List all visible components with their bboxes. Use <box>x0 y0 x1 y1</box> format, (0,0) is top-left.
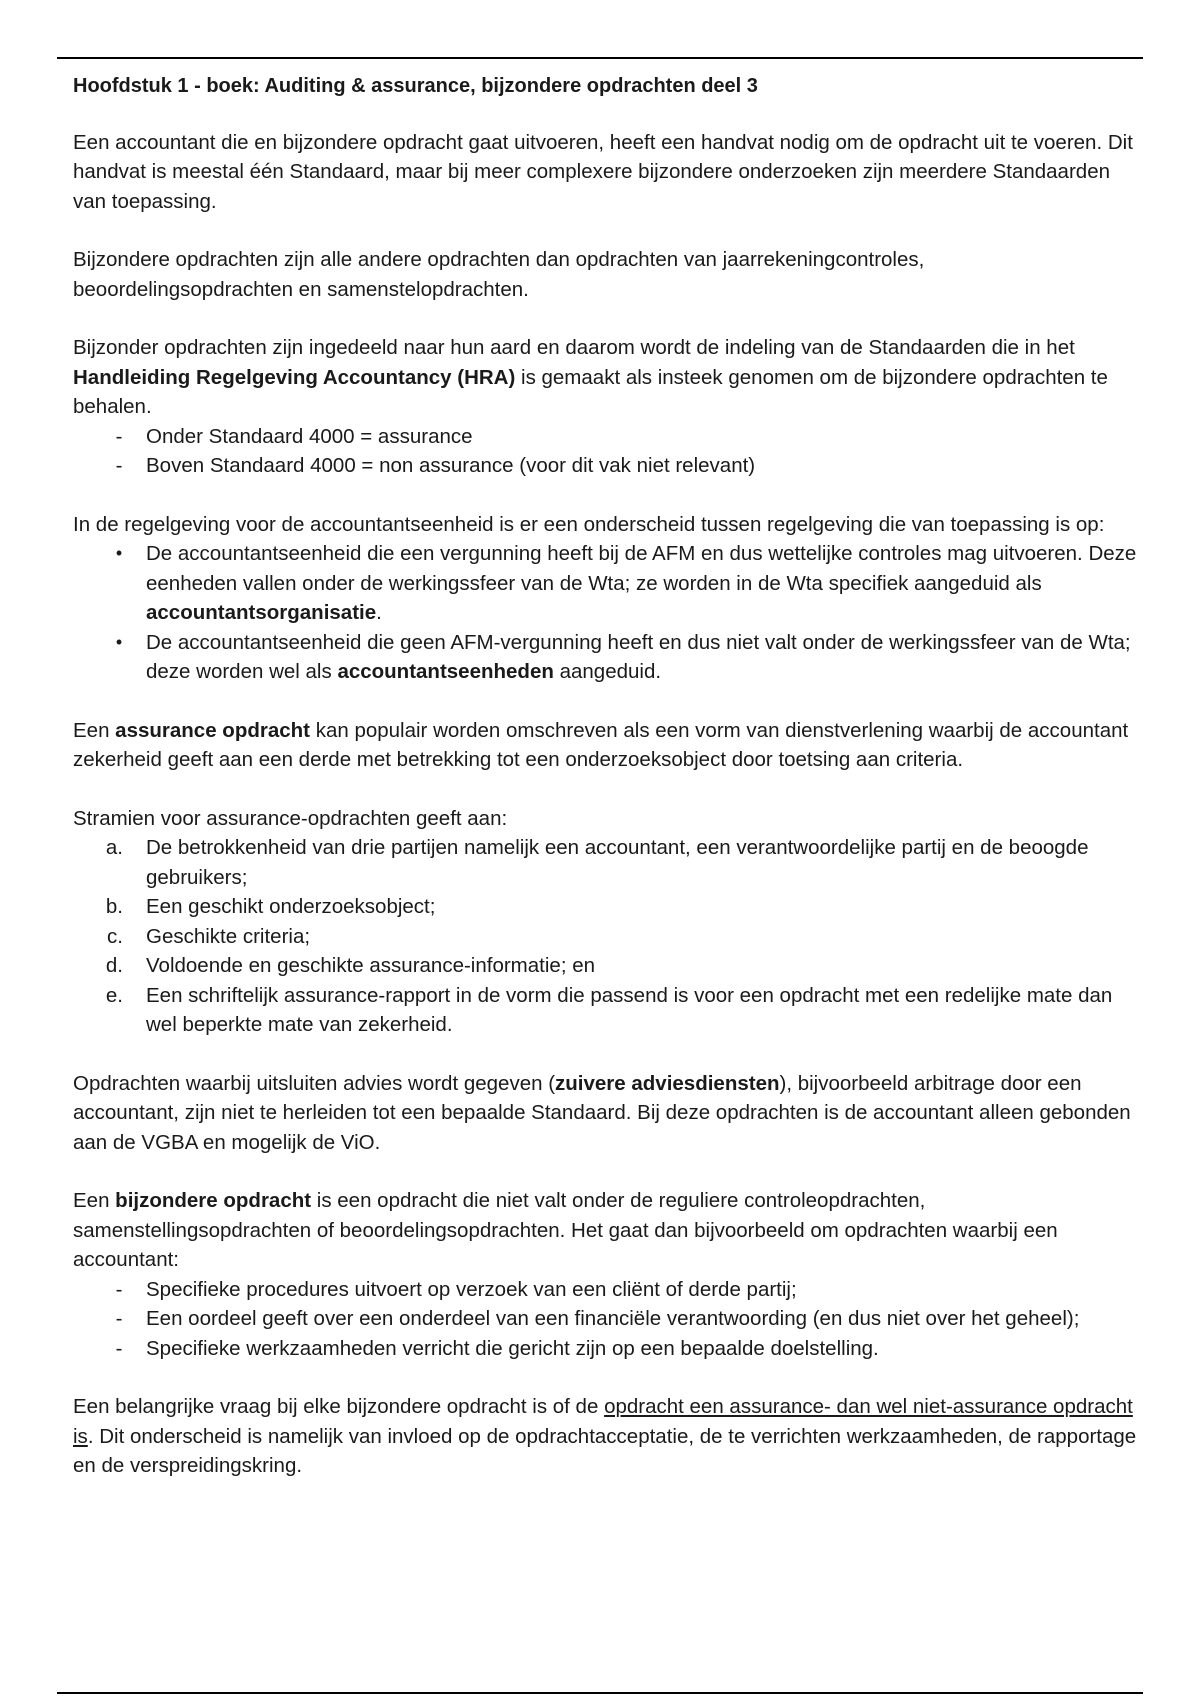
document-title: Hoofdstuk 1 - boek: Auditing & assurance, bijzondere opdrachten deel 3 <box>73 75 758 97</box>
text-segment: Een <box>73 718 116 742</box>
list-item <box>73 628 1138 687</box>
paragraph-definitie: Bijzondere opdrachten zijn alle andere opdrachten dan opdrachten van jaarrekeningcontroles, beoordelingsopdrachten en samenstelopdrachten. <box>73 248 925 301</box>
bold-term: assurance opdracht <box>115 718 310 742</box>
dash-marker: - <box>115 1277 123 1301</box>
list-item-text: Een schriftelijk assurance-rapport in de vorm die passend is voor een opdracht met een redelijke mate dan wel beperkte mate van zekerheid. <box>146 983 1113 1036</box>
text-segment: aangeduid. <box>553 660 662 683</box>
text-segment: is een opdracht die niet valt onder de reguliere controleopdrachten, samenstellingsopdrachten of beoordelingsopdrachten. Het gaat dan bijvoorbeeld om opdrachten waarbij een accountant: <box>73 1189 1058 1271</box>
list-item-text: Een oordeel geeft over een onderdeel van een financiële verantwoording (en dus niet over het geheel); <box>146 1307 1080 1330</box>
bold-term: Handleiding Regelgeving Accountancy (HRA) <box>73 365 516 389</box>
text-segment: . Dit onderscheid is namelijk van invloed op de opdrachtacceptatie, de te verrichten werkzaamheden, de rapportage en de verspreidingskring. <box>73 1424 1137 1477</box>
letter-marker: b. <box>105 895 123 918</box>
dash-marker: - <box>115 1336 123 1360</box>
list-item <box>73 922 1138 952</box>
text-segment: ), bijvoorbeeld arbitrage door een accountant, zijn niet te herleiden tot een bepaalde Standaard. Bij deze opdrachten is de accountant alleen gebonden aan de VGBA en mogelijk de ViO. <box>73 1071 1131 1154</box>
bold-term: zuivere adviesdiensten <box>555 1071 780 1095</box>
document-body <box>73 72 1138 1510</box>
dash-marker: - <box>115 424 123 448</box>
list-item-text: De betrokkenheid van drie partijen namelijk een accountant, een verantwoordelijke partij en de beoogde gebruikers; <box>146 836 1089 889</box>
text-segment: Opdrachten waarbij uitsluiten advies wordt gegeven ( <box>73 1071 556 1095</box>
paragraph-indeling <box>73 333 1138 422</box>
bold-term: bijzondere opdracht <box>115 1189 312 1212</box>
paragraph-adviesdiensten <box>73 1069 1138 1158</box>
dash-marker: - <box>115 1307 123 1330</box>
top-rule <box>57 57 1143 59</box>
list-item <box>73 951 1138 981</box>
paragraph-bijzondere-opdracht <box>73 1186 1138 1275</box>
paragraph-belangrijke-vraag <box>73 1392 1138 1481</box>
letter-marker: d. <box>105 954 123 977</box>
text-segment: Een belangrijke vraag bij elke bijzondere opdracht is of de <box>73 1395 605 1418</box>
paragraph-regelgeving: In de regelgeving voor de accountantseenheid is er een onderscheid tussen regelgeving die van toepassing is op: <box>73 512 1105 536</box>
list-item <box>73 892 1138 922</box>
letter-marker: e. <box>105 983 123 1007</box>
text-segment: De accountantseenheid die een vergunning heeft bij de AFM en dus wettelijke controles mag uitvoeren. Deze eenheden vallen onder de werkingssfeer van de Wta; ze worden in de Wta specifiek aangeduid als <box>146 542 1137 595</box>
paragraph-handvat: Een accountant die en bijzondere opdracht gaat uitvoeren, heeft een handvat nodig om de opdracht uit te voeren. Dit handvat is meestal één Standaard, maar bij meer complexere bijzondere onderzoeken zijn meerdere Standaarden van toepassing. <box>73 130 1133 213</box>
paragraph-assurance-opdracht <box>73 716 1138 775</box>
dash-marker: - <box>115 454 123 477</box>
letter-marker: a. <box>105 836 123 859</box>
list-item-text: Specifieke werkzaamheden verricht die gericht zijn op een bepaalde doelstelling. <box>146 1336 879 1360</box>
list-item <box>73 833 1138 892</box>
list-item <box>73 1304 1138 1334</box>
list-item-text: Een geschikt onderzoeksobject; <box>146 895 436 918</box>
bullet-marker: • <box>115 631 123 652</box>
list-item <box>73 451 1138 481</box>
list-item-text: Onder Standaard 4000 = assurance <box>146 424 473 448</box>
text-segment: Een <box>73 1189 116 1212</box>
accountantseenheid-list <box>73 539 1138 687</box>
list-item <box>73 539 1138 628</box>
text-segment: kan populair worden omschreven als een vorm van dienstverlening waarbij de accountant zekerheid geeft aan een derde met betrekking tot een onderzoeksobject door toetsing aan criteria. <box>73 718 1129 771</box>
list-item-text: Voldoende en geschikte assurance-informatie; en <box>146 954 596 977</box>
bullet-marker: • <box>115 543 123 563</box>
bold-term: accountantsorganisatie <box>146 601 377 624</box>
text-segment: De accountantseenheid die geen AFM-vergunning heeft en dus niet valt onder de werkingssfeer van de Wta; deze worden wel als <box>146 630 1131 683</box>
list-item <box>73 422 1138 452</box>
stramien-list <box>73 833 1138 1040</box>
list-item-text: Boven Standaard 4000 = non assurance (voor dit vak niet relevant) <box>146 454 756 477</box>
underlined-text: opdracht een assurance- dan wel niet-assurance opdracht is <box>73 1395 1133 1448</box>
standaard-list <box>73 422 1138 481</box>
list-item <box>73 1275 1138 1305</box>
bottom-rule <box>57 1692 1143 1694</box>
list-item <box>73 981 1138 1040</box>
text-segment: Bijzonder opdrachten zijn ingedeeld naar hun aard en daarom wordt de indeling van de Standaarden die in het <box>73 336 1075 359</box>
list-item-text: Geschikte criteria; <box>146 924 311 948</box>
paragraph-stramien: Stramien voor assurance-opdrachten geeft aan: <box>73 806 508 830</box>
bold-term: accountantseenheden <box>337 660 554 683</box>
text-segment: is gemaakt als insteek genomen om de bijzondere opdrachten te behalen. <box>73 365 1108 418</box>
list-item-text: Specifieke procedures uitvoert op verzoek van een cliënt of derde partij; <box>146 1277 797 1301</box>
letter-marker: c. <box>107 924 123 948</box>
werkzaamheden-list <box>73 1275 1138 1364</box>
list-item <box>73 1334 1138 1364</box>
text-segment: . <box>376 601 382 624</box>
